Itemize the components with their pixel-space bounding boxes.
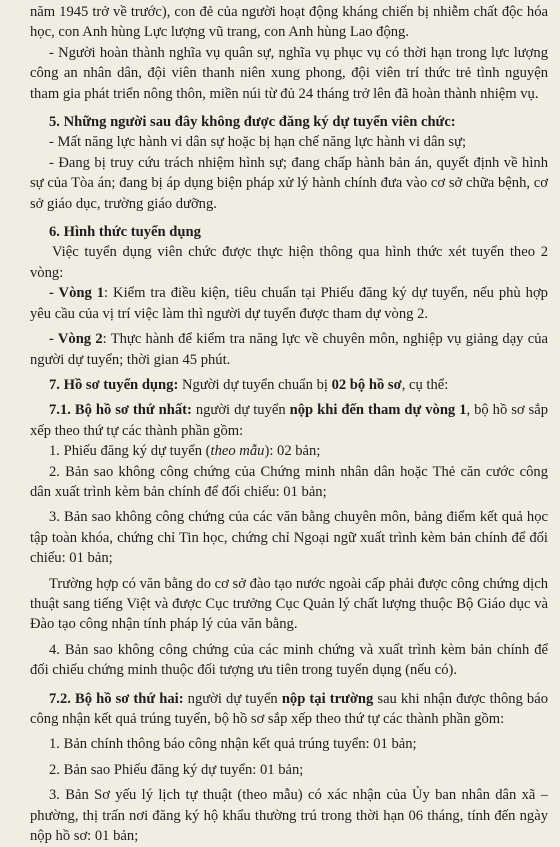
text-run: Việc tuyển dụng viên chức được thực hiện thông qua hình thức xét tuyển theo 2 vòng:	[30, 244, 548, 281]
text-run: Người dự tuyển chuẩn bị	[178, 376, 332, 393]
heading-section-5	[30, 112, 548, 132]
bold-text-run: - Vòng 1	[49, 285, 105, 302]
bold-text-run: 7.2. Bộ hồ sơ thứ hai:	[49, 690, 184, 707]
text-run: sau khi nhận được thông báo công nhận kết quả trúng tuyển, bộ hồ sơ sắp xếp theo thứ tự các thành phần gồm:	[30, 690, 548, 727]
heading-section-6	[30, 222, 548, 242]
text-run: - Người hoàn thành nghĩa vụ quân sự, nghĩa vụ phục vụ có thời hạn trong lực lượng công an nhân dân, đội viên thanh niên xung phong, đội viên trí thức trẻ tình nguyện tham gia phát triển nông thôn, miền núi từ đủ 24 tháng trở lên đã hoàn thành nhiệm vụ.	[30, 44, 548, 102]
bold-text-run: 02 bộ hồ sơ	[331, 376, 402, 393]
list-item-registration-form	[30, 441, 548, 461]
list-item-id-copy	[30, 462, 548, 503]
paragraph-foreign-diploma	[30, 574, 548, 635]
list-item-cv	[30, 785, 548, 846]
list-item-priority-proofs	[30, 640, 548, 681]
italic-text-run: theo mẫu	[210, 443, 265, 460]
text-run: , cụ thể:	[401, 376, 449, 393]
paragraph-civil-capacity	[30, 132, 548, 152]
text-run: ): 02 bản;	[264, 443, 321, 460]
text-run: 4. Bản sao không công chứng của các minh chứng và xuất trình kèm bản chính để đối chiếu chứng minh thuộc đối tượng ưu tiên trong tuyển dụng (nếu có).	[30, 641, 548, 679]
text-run: : Thực hành để kiểm tra năng lực về chuyên môn, nghiệp vụ giảng dạy của người dự tuyển; thời gian 45 phút.	[30, 331, 548, 368]
text-run: - Mất năng lực hành vi dân sự hoặc bị hạn chế năng lực hành vi dân sự;	[49, 134, 467, 151]
heading-section-7	[30, 375, 548, 395]
list-item-registration-copy	[30, 760, 548, 780]
bold-text-run: 5. Những người sau đây không được đăng ký dự tuyển viên chức:	[49, 114, 456, 131]
paragraph-continued-priority-list	[30, 2, 548, 43]
paragraph-criminal-liability	[30, 153, 548, 214]
bold-text-run: 7.1. Bộ hồ sơ thứ nhất:	[49, 402, 192, 419]
text-run: năm 1945 trở về trước), con đẻ của người hoạt động kháng chiến bị nhiễm chất độc hóa học, con Anh hùng Lực lượng vũ trang, con Anh hùng Lao động.	[30, 4, 548, 41]
text-run: 2. Bản sao Phiếu đăng ký dự tuyển: 01 bản;	[49, 761, 304, 778]
list-item-result-notice	[30, 734, 548, 754]
bold-text-run: nộp tại trường	[281, 690, 374, 707]
bold-text-run: - Vòng 2	[49, 331, 103, 348]
bold-text-run: 7. Hồ sơ tuyển dụng:	[49, 376, 179, 393]
text-run: 2. Bản sao không công chứng của Chứng minh nhân dân hoặc Thẻ căn cước công dân xuất trình kèm bản chính để đối chiếu: 01 bản;	[30, 463, 548, 500]
text-run: - Đang bị truy cứu trách nhiệm hình sự; đang chấp hành bản án, quyết định về hình sự của Tòa án; đang bị áp dụng biện pháp xử lý hành chính đưa vào cơ sở chữa bệnh, cơ sở giáo dục, trường giáo dưỡng.	[30, 154, 548, 212]
paragraph-recruitment-form	[30, 242, 548, 283]
bold-text-run: 6. Hình thức tuyển dụng	[49, 224, 201, 241]
text-run: người dự tuyển	[183, 690, 282, 707]
text-run: 1. Bản chính thông báo công nhận kết quả trúng tuyển: 01 bản;	[49, 736, 417, 753]
heading-section-7-1	[30, 400, 548, 441]
text-run: 3. Bản sao không công chứng của các văn bằng chuyên môn, bảng điểm kết quả học tập toàn khóa, chứng chỉ Tin học, chứng chỉ Ngoại ngữ xuất trình kèm bản chính để đối chiếu: 01 bản;	[30, 509, 548, 567]
text-run: 1. Phiếu đăng ký dự tuyển (	[49, 443, 211, 460]
text-run: , bộ hồ sơ sắp xếp theo thứ tự các thành phần gồm:	[30, 402, 549, 439]
text-run: người dự tuyển	[191, 402, 290, 419]
paragraph-round-2	[30, 329, 548, 370]
paragraph-round-1	[30, 283, 548, 324]
paragraph-military-service	[30, 43, 548, 104]
heading-section-7-2	[30, 689, 548, 730]
text-run: : Kiểm tra điều kiện, tiêu chuẩn tại Phiếu đăng ký dự tuyển, nếu phù hợp yêu cầu của vị trí việc làm thì người dự tuyển được tham dự vòng 2.	[30, 285, 548, 322]
bold-text-run: nộp khi đến tham dự vòng 1	[289, 402, 467, 419]
text-run: Trường hợp có văn bằng do cơ sở đào tạo nước ngoài cấp phải được công chứng dịch thuật sang tiếng Việt và được Cục trưởng Cục Quản lý chất lượng thuộc Bộ Giáo dục và Đào tạo công nhận tính pháp lý của văn bằng.	[30, 575, 548, 633]
text-run: 3. Bản Sơ yếu lý lịch tự thuật (theo mẫu) có xác nhận của Ủy ban nhân dân xã – phường, thị trấn nơi đăng ký hộ khẩu thường trú trong thời hạn 06 tháng, tính đến ngày nộp hồ sơ: 01 bản;	[30, 787, 548, 845]
list-item-diploma-copies	[30, 507, 548, 568]
